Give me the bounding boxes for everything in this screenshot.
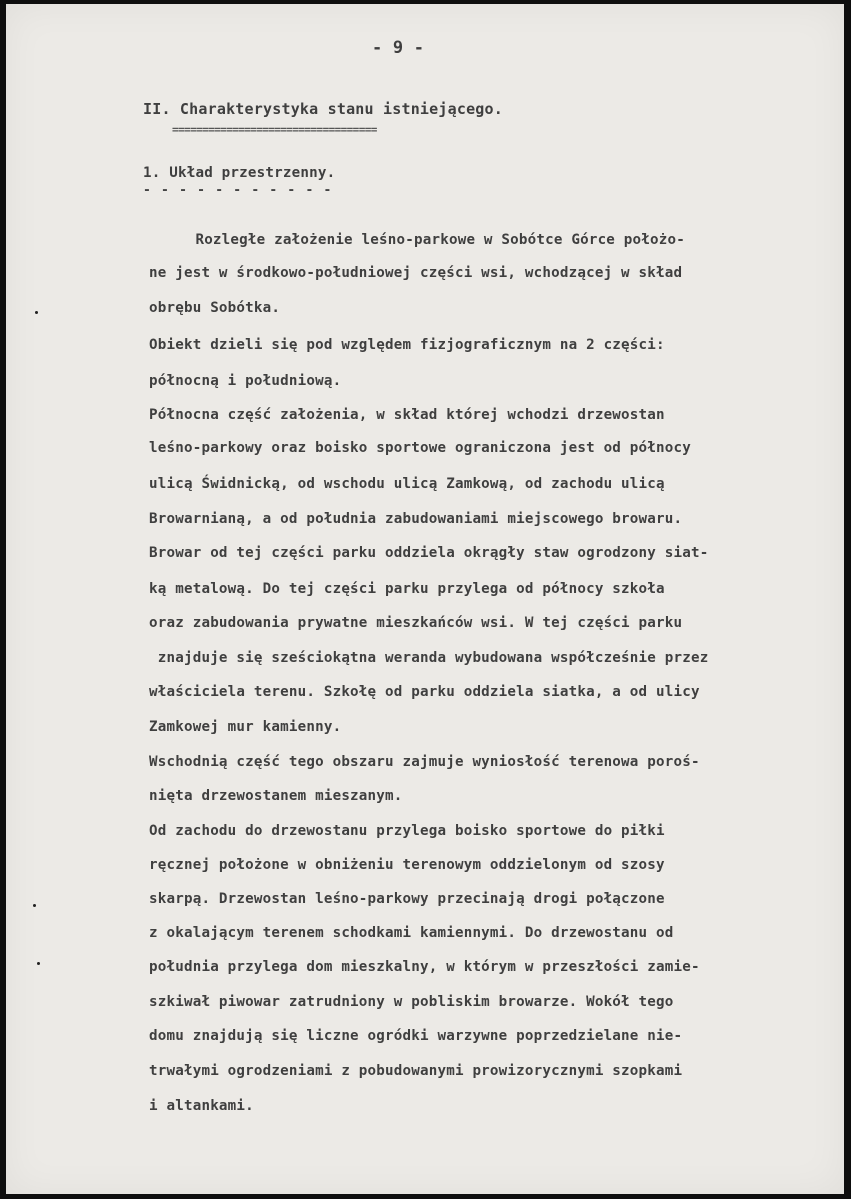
body-line: Wschodnią część tego obszaru zajmuje wyniosłość terenowa poroś-	[149, 754, 700, 770]
body-line: z okalającym terenem schodkami kamiennymi. Do drzewostanu od	[149, 925, 674, 941]
body-line: skarpą. Drzewostan leśno-parkowy przecinają drogi połączone	[149, 891, 665, 907]
body-line: Północna część założenia, w skład której wchodzi drzewostan	[149, 407, 665, 423]
body-line: właściciela terenu. Szkołę od parku oddziela siatka, a od ulicy	[149, 684, 700, 700]
body-line: szkiwał piwowar zatrudniony w pobliskim browarze. Wokół tego	[149, 994, 674, 1010]
body-line: Browar od tej części parku oddziela okrągły staw ogrodzony siat-	[149, 545, 709, 561]
page-number: - 9 -	[372, 38, 425, 58]
body-line: ką metalową. Do tej części parku przylega od północy szkoła	[149, 581, 665, 597]
body-line: północną i południową.	[149, 373, 342, 389]
body-line: nięta drzewostanem mieszanym.	[149, 788, 403, 804]
body-line: południa przylega dom mieszkalny, w którym w przeszłości zamie-	[149, 959, 700, 975]
body-line: trwałymi ogrodzeniami z pobudowanymi prowizorycznymi szopkami	[149, 1063, 683, 1079]
body-line: obrębu Sobótka.	[149, 300, 281, 316]
body-line: oraz zabudowania prywatne mieszkańców wsi. W tej części parku	[149, 615, 683, 631]
body-line: domu znajdują się liczne ogródki warzywne poprzedzielane nie-	[149, 1028, 683, 1044]
body-line: leśno-parkowy oraz boisko sportowe ograniczona jest od północy	[149, 440, 691, 456]
chapter-title-underline: ==================================	[172, 123, 377, 136]
body-line: znajduje się sześciokątna weranda wybudowana współcześnie przez	[149, 650, 709, 666]
margin-speck	[37, 962, 40, 965]
margin-speck	[33, 904, 36, 907]
body-line: Rozległe założenie leśno-parkowe w Sobótce Górce położo-	[143, 232, 685, 248]
body-line: Obiekt dzieli się pod względem fizjograficznym na 2 części:	[149, 337, 665, 353]
body-line: ne jest w środkowo-południowej części wsi, wchodzącej w skład	[149, 265, 683, 281]
body-line: ręcznej położone w obniżeniu terenowym oddzielonym od szosy	[149, 857, 665, 873]
body-line: Zamkowej mur kamienny.	[149, 719, 342, 735]
body-line: Od zachodu do drzewostanu przylega boisko sportowe do piłki	[149, 823, 665, 839]
margin-speck	[35, 311, 38, 314]
body-line: Browarnianą, a od południa zabudowaniami miejscowego browaru.	[149, 511, 683, 527]
section-title: 1. Układ przestrzenny.	[143, 165, 336, 181]
body-line: ulicą Świdnicką, od wschodu ulicą Zamkową, od zachodu ulicą	[149, 476, 665, 492]
body-line: i altankami.	[149, 1098, 254, 1114]
chapter-title: II. Charakterystyka stanu istniejącego.	[143, 100, 503, 118]
typewritten-page	[6, 4, 844, 1194]
section-title-underline: - - - - - - - - - - -	[143, 183, 333, 198]
